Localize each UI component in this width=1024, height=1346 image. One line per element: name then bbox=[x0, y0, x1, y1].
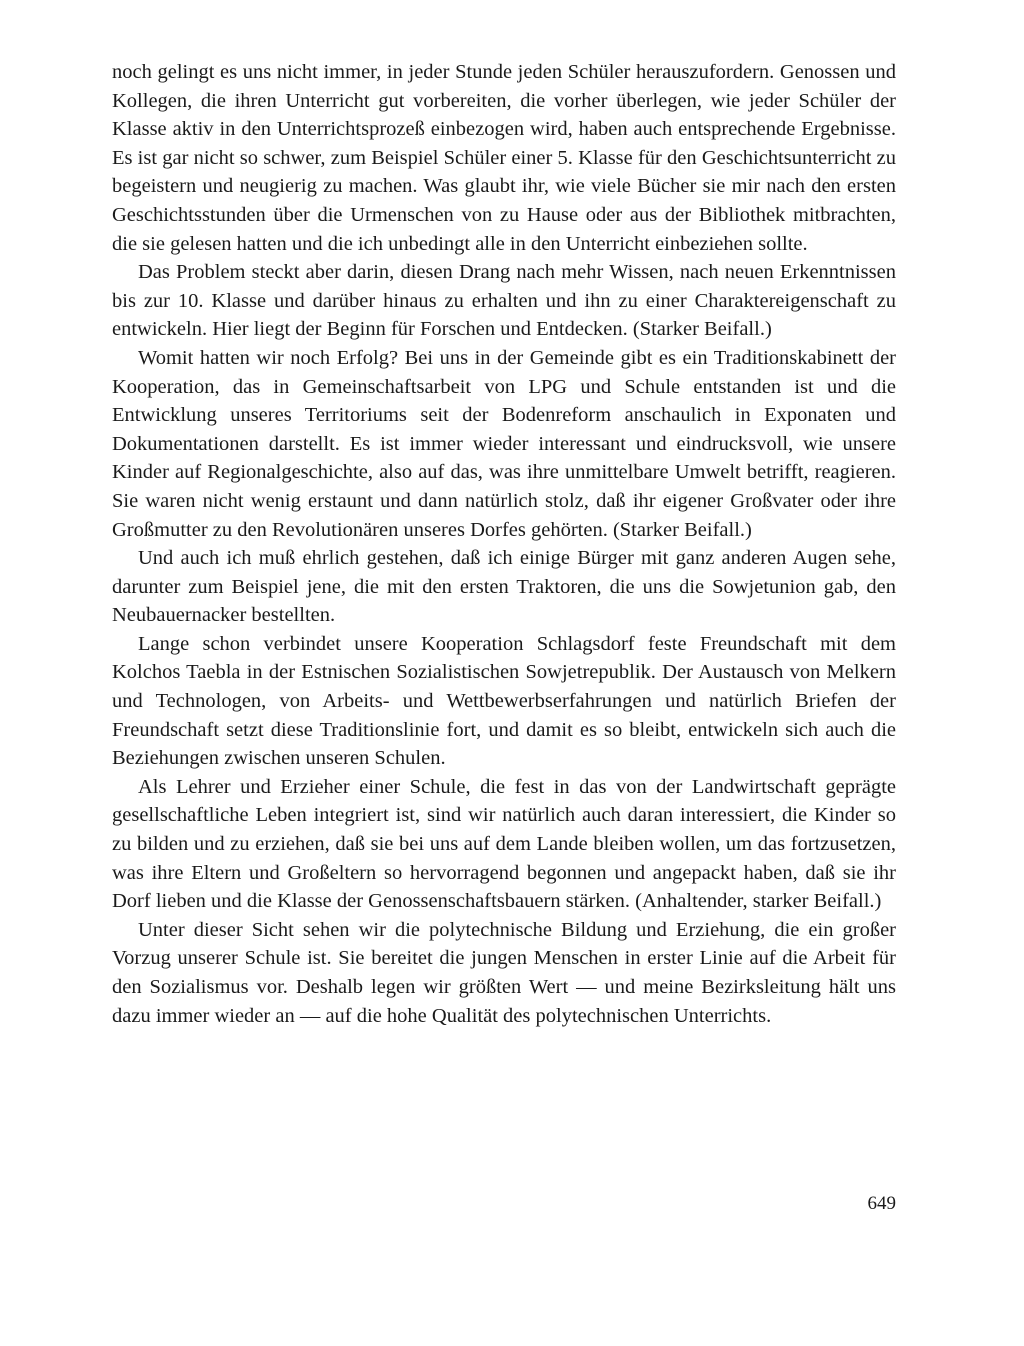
paragraph-2: Das Problem steckt aber darin, diesen Drang nach mehr Wissen, nach neuen Erkenntnissen bis zur 10. Klasse und darüber hinaus zu erhalten und ihn zu einer Charaktereigenschaft zu entwickeln. Hier liegt der Beginn für Forschen und Entdecken. (Starker Beifall.) bbox=[112, 261, 896, 341]
page-number: 649 bbox=[867, 1193, 896, 1214]
paragraph-1: noch gelingt es uns nicht immer, in jeder Stunde jeden Schüler herauszufordern. Genossen und Kollegen, die ihren Unterricht gut vorbereiten, die vorher überlegen, wie jeder Schüler der Klasse aktiv in den Unterrichtsprozeß einbezogen wird, haben auch entsprechende Ergebnisse. Es ist gar nicht so schwer, zum Beispiel Schüler einer 5. Klasse für den Geschichtsunterricht zu begeistern und neugierig zu machen. Was glaubt ihr, wie viele Bücher sie mir nach den ersten Geschichtsstunden über die Urmenschen von zu Hause oder aus der Bibliothek mitbrachten, die sie gelesen hatten und die ich unbedingt alle in den Unterricht einbeziehen sollte. bbox=[112, 61, 896, 255]
page-body bbox=[112, 58, 896, 1030]
paragraph-4: Und auch ich muß ehrlich gestehen, daß ich einige Bürger mit ganz anderen Augen sehe, darunter zum Beispiel jene, die mit den ersten Traktoren, die uns die Sowjetunion gab, den Neubauernacker bestellten. bbox=[112, 547, 896, 627]
paragraph-7: Unter dieser Sicht sehen wir die polytechnische Bildung und Erziehung, die ein großer Vorzug unserer Schule ist. Sie bereitet die jungen Menschen in erster Linie auf die Arbeit für den Sozialismus vor. Deshalb legen wir größten Wert — und meine Bezirksleitung hält uns dazu immer wieder an — auf die hohe Qualität des polytechnischen Unterrichts. bbox=[112, 918, 896, 1027]
paragraph-5: Lange schon verbindet unsere Kooperation Schlagsdorf feste Freundschaft mit dem Kolchos Taebla in der Estnischen Sozialistischen Sowjetrepublik. Der Austausch von Melkern und Technologen, von Arbeits- und Wettbewerbserfahrungen und natürlich Briefen der Freundschaft setzt diese Traditionslinie fort, und damit es so bleibt, entwickeln sich auch die Beziehungen zwischen unseren Schulen. bbox=[112, 632, 896, 770]
paragraph-3: Womit hatten wir noch Erfolg? Bei uns in der Gemeinde gibt es ein Traditionskabinett der Kooperation, das in Gemeinschaftsarbeit von LPG und Schule entstanden ist und die Entwicklung unseres Territoriums seit der Bodenreform anschaulich in Exponaten und Dokumentationen darstellt. Es ist immer wieder interessant und eindrucksvoll, wie unsere Kinder auf Regionalgeschichte, also auf das, was ihre unmittelbare Umwelt betrifft, reagieren. Sie waren nicht wenig erstaunt und dann natürlich stolz, daß ihr eigener Großvater oder ihre Großmutter zu den Revolutionären unseres Dorfes gehörten. (Starker Beifall.) bbox=[112, 346, 896, 541]
paragraph-6: Als Lehrer und Erzieher einer Schule, die fest in das von der Landwirtschaft geprägte gesellschaftliche Leben integriert ist, sind wir natürlich auch daran interessiert, die Kinder so zu bilden und zu erziehen, daß sie bei uns auf dem Lande bleiben wollen, um das fortzusetzen, was ihre Eltern und Großeltern so hervorragend begonnen und angepackt haben, daß sie ihr Dorf lieben und die Klasse der Genossenschaftsbauern stärken. (Anhaltender, starker Beifall.) bbox=[112, 775, 896, 913]
